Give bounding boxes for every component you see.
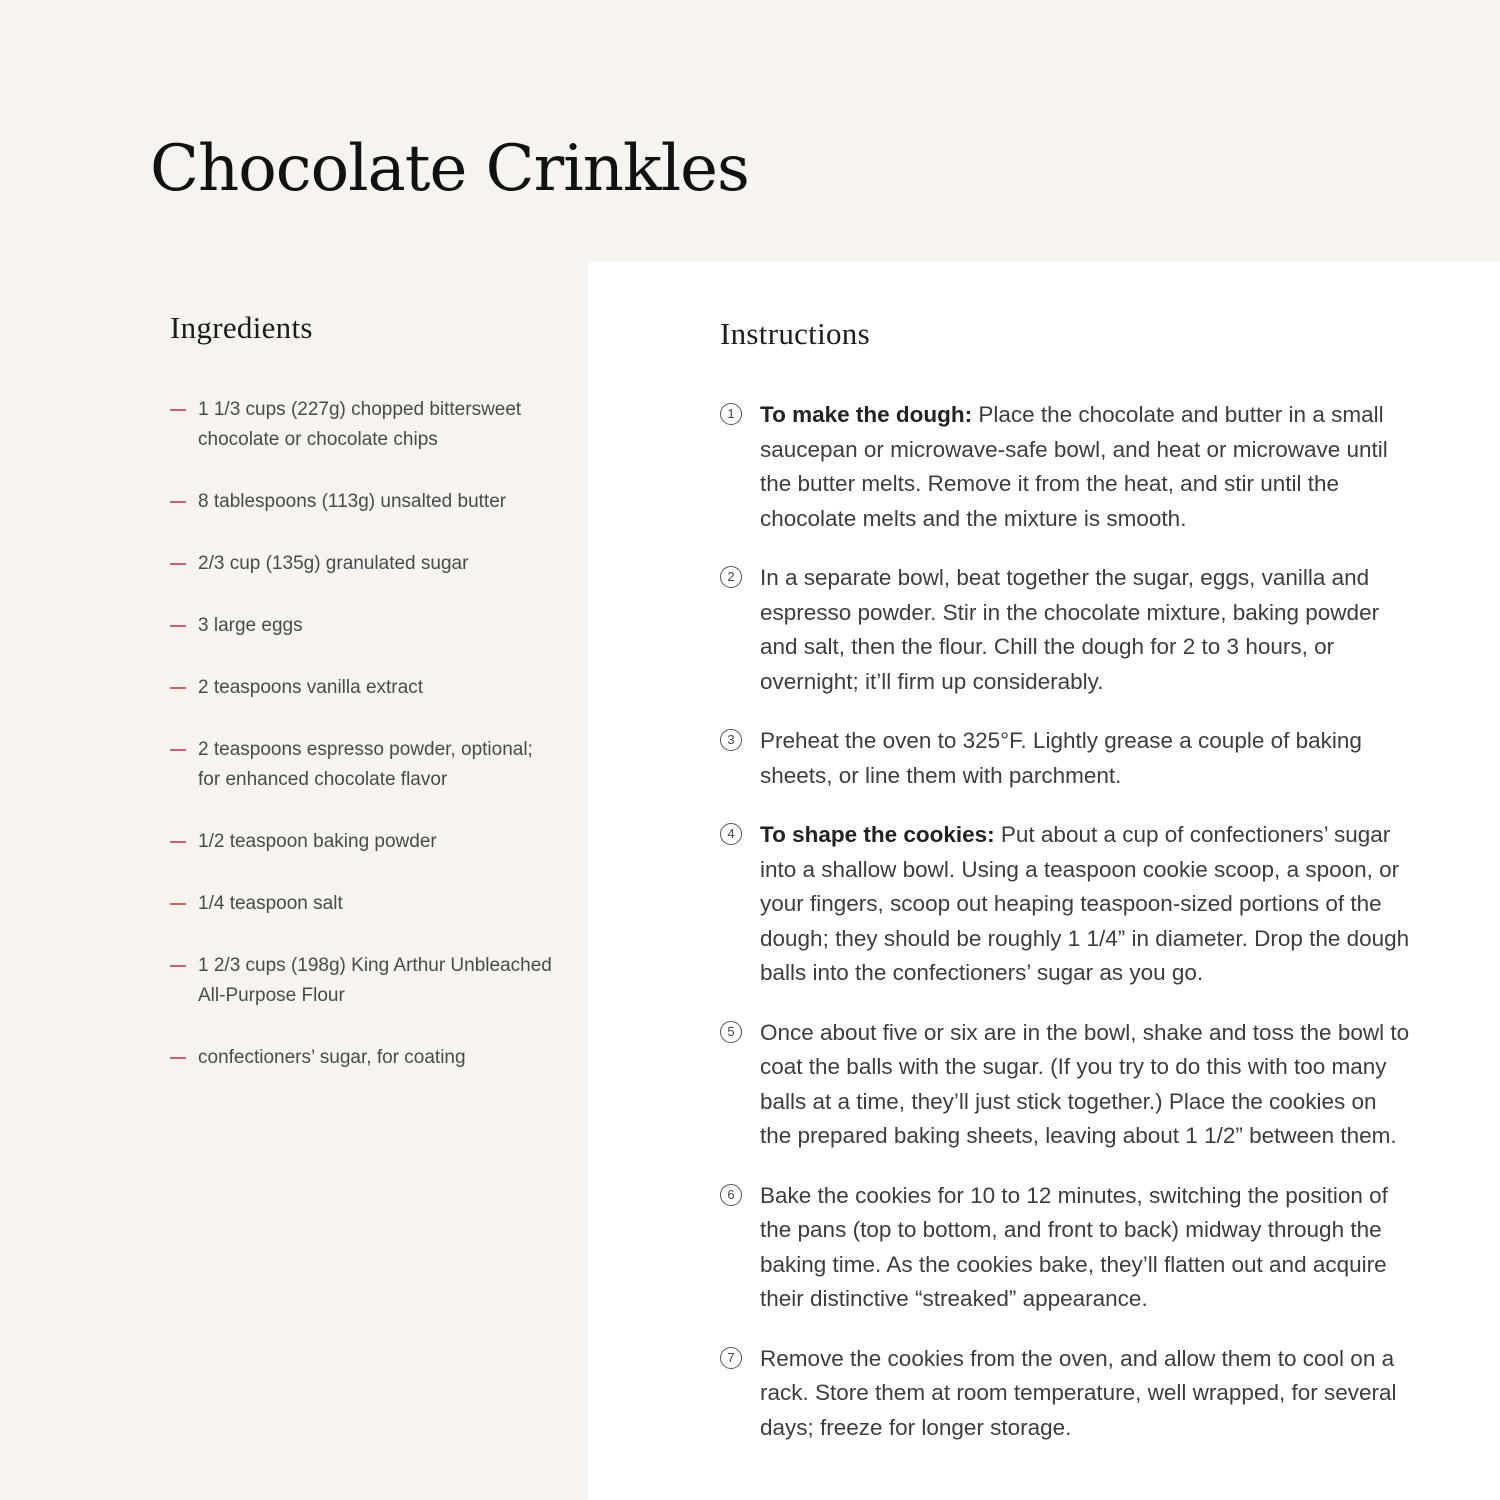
step-text: Put about a cup of confectioners’ sugar into a shallow bowl. Using a teaspoon cookie scoop, a spoon, or your fingers, scoop out heaping teaspoon-sized portions of the dough; they should be roughly 1 1/4” in diameter. Drop the dough balls into the confectioners’ sugar as you go. (760, 822, 1410, 985)
ingredient-item (170, 1043, 560, 1073)
instruction-step (720, 1179, 1410, 1317)
step-number-circle-icon: 7 (720, 1347, 742, 1369)
ingredient-text: 2 teaspoons espresso powder, optional; for enhanced chocolate flavor (198, 739, 533, 790)
ingredient-text: 1 2/3 cups (198g) King Arthur Unbleached All-Purpose Flour (198, 955, 552, 1006)
step-number-circle-icon: 1 (720, 403, 742, 425)
ingredient-item (170, 889, 560, 919)
ingredient-item (170, 611, 560, 641)
step-text: Remove the cookies from the oven, and allow them to cool on a rack. Store them at room temperature, well wrapped, for several days; freeze for longer storage. (760, 1345, 1397, 1440)
dash-bullet-icon (170, 903, 186, 905)
step-number-circle-icon: 2 (720, 566, 742, 588)
instructions-panel (588, 262, 1500, 1500)
step-text: Once about five or six are in the bowl, shake and toss the bowl to coat the balls with the sugar. (If you try to do this with too many balls at a time, they’ll just stick together.) Place the cookies on the prepared baking sheets, leaving about 1 1/2” between them. (760, 1019, 1410, 1148)
ingredient-text: 1 1/3 cups (227g) chopped bittersweet chocolate or chocolate chips (198, 399, 522, 450)
step-number-circle-icon: 5 (720, 1021, 742, 1043)
dash-bullet-icon (170, 1057, 186, 1059)
dash-bullet-icon (170, 687, 186, 689)
dash-bullet-icon (170, 409, 186, 411)
step-number-circle-icon: 6 (720, 1184, 742, 1206)
ingredient-item (170, 487, 560, 517)
instructions-list (720, 398, 1410, 1470)
instruction-step (720, 1342, 1410, 1446)
ingredient-item (170, 395, 560, 455)
instruction-step (720, 561, 1410, 699)
step-text: Preheat the oven to 325°F. Lightly grease a couple of baking sheets, or line them with parchment. (760, 728, 1362, 788)
step-lead: To make the dough: (760, 402, 973, 427)
dash-bullet-icon (170, 501, 186, 503)
dash-bullet-icon (170, 563, 186, 565)
ingredient-text: 1/2 teaspoon baking powder (198, 831, 437, 852)
step-number-circle-icon: 4 (720, 823, 742, 845)
ingredient-text: 2 teaspoons vanilla extract (198, 677, 423, 698)
ingredients-heading: Ingredients (170, 310, 313, 345)
ingredient-item (170, 735, 560, 795)
ingredient-text: 2/3 cup (135g) granulated sugar (198, 553, 469, 574)
dash-bullet-icon (170, 625, 186, 627)
step-text: Bake the cookies for 10 to 12 minutes, switching the position of the pans (top to bottom, and front to back) midway through the baking time. As the cookies bake, they’ll flatten out and acquire their distinctive “streaked” appearance. (760, 1182, 1388, 1311)
ingredients-list (170, 395, 560, 1105)
step-text: Place the chocolate and butter in a small saucepan or microwave-safe bowl, and heat or microwave until the butter melts. Remove it from the heat, and stir until the chocolate melts and the mixture is smooth. (760, 402, 1388, 531)
instruction-step (720, 818, 1410, 991)
instruction-step (720, 398, 1410, 536)
ingredient-item (170, 951, 560, 1011)
step-lead: To shape the cookies: (760, 822, 995, 847)
step-number-circle-icon: 3 (720, 729, 742, 751)
dash-bullet-icon (170, 965, 186, 967)
dash-bullet-icon (170, 749, 186, 751)
ingredients-section (170, 310, 560, 1068)
page-title: Chocolate Crinkles (150, 132, 749, 206)
step-text: In a separate bowl, beat together the sugar, eggs, vanilla and espresso powder. Stir in the chocolate mixture, baking powder and salt, then the flour. Chill the dough for 2 to 3 hours, or overnight; it’ll firm up considerably. (760, 565, 1380, 694)
ingredient-text: 1/4 teaspoon salt (198, 893, 343, 914)
instruction-step (720, 724, 1410, 793)
ingredient-item (170, 827, 560, 857)
dash-bullet-icon (170, 841, 186, 843)
ingredient-item (170, 673, 560, 703)
instructions-heading: Instructions (720, 316, 870, 351)
instruction-step (720, 1016, 1410, 1154)
ingredient-text: 3 large eggs (198, 615, 303, 636)
ingredient-text: confectioners’ sugar, for coating (198, 1047, 466, 1068)
ingredient-item (170, 549, 560, 579)
ingredient-text: 8 tablespoons (113g) unsalted butter (198, 491, 507, 512)
